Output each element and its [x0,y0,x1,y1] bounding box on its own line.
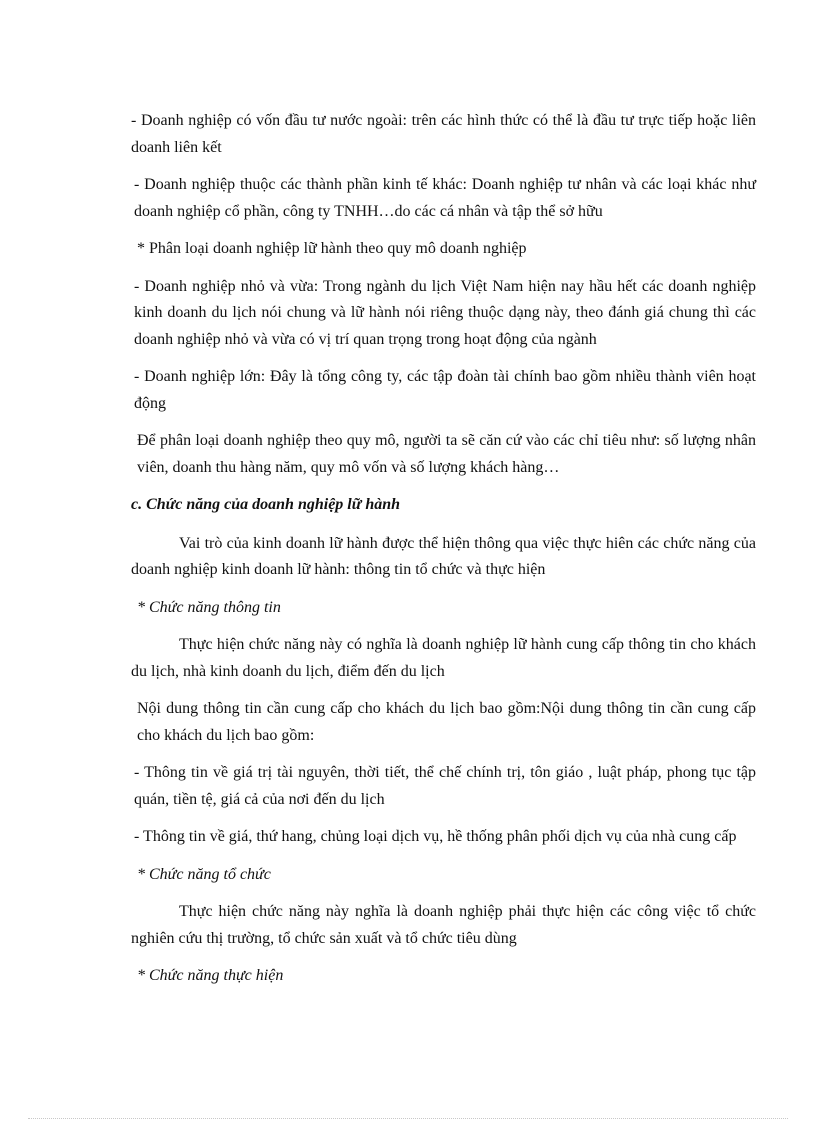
subheading-classification-scale: * Phân loại doanh nghiệp lữ hành theo quy mô doanh nghiệp [137,240,527,257]
paragraph-information-function: Thực hiện chức năng này có nghĩa là doanh nghiệp lữ hành cung cấp thông tin cho khách du lịch, nhà kinh doanh du lịch, điểm đến du lịch [131,636,756,680]
paragraph-info-prices: - Thông tin về giá, thứ hang, chủng loại dịch vụ, hề thống phân phối dịch vụ của nhà cung cấp [134,828,737,845]
paragraph-info-resources: - Thông tin về giá trị tài nguyên, thời tiết, thể chế chính trị, tôn giáo , luật pháp, phong tục tập quán, tiền tệ, giá cả của nơi đến du lịch [134,764,756,808]
paragraph-large: - Doanh nghiệp lớn: Đây là tổng công ty, các tập đoàn tài chính bao gồm nhiều thành viên hoạt động [134,368,756,412]
page-bottom-divider [28,1118,788,1119]
paragraph-organization-function: Thực hiện chức năng này nghĩa là doanh nghiệp phải thực hiện các công việc tổ chức nghiên cứu thị trường, tổ chức sản xuất và tổ chức tiêu dùng [131,903,756,947]
document-page [131,108,756,1001]
paragraph-information-content: Nội dung thông tin cần cung cấp cho khách du lịch bao gồm:Nội dung thông tin cần cung cấp cho khách du lịch bao gồm: [137,700,756,744]
paragraph-criteria: Để phân loại doanh nghiệp theo quy mô, người ta sẽ căn cứ vào các chỉ tiêu như: số lượng nhân viên, doanh thu hàng năm, quy mô vốn và số lượng khách hàng… [137,432,756,476]
paragraph-role: Vai trò của kinh doanh lữ hành được thể hiện thông qua việc thực hiên các chức năng của doanh nghiệp kinh doanh lữ hành: thông tin tổ chức và thực hiện [131,534,756,578]
subheading-execution-function: * Chức năng thực hiện [137,967,284,984]
subheading-organization-function: * Chức năng tổ chức [137,865,271,883]
paragraph-other-sectors: - Doanh nghiệp thuộc các thành phần kinh tế khác: Doanh nghiệp tư nhân và các loại khác như doanh nghiệp cổ phần, công ty TNHH…do các cá nhân và tập thể sở hữu [134,176,756,220]
paragraph-foreign-investment: - Doanh nghiệp có vốn đầu tư nước ngoài: trên các hình thức có thể là đầu tư trực tiếp hoặc liên doanh liên kết [131,112,756,156]
section-heading-functions: c. Chức năng của doanh nghiệp lữ hành [131,496,401,513]
subheading-information-function: * Chức năng thông tin [137,598,281,616]
paragraph-small-medium: - Doanh nghiệp nhỏ và vừa: Trong ngành du lịch Việt Nam hiện nay hầu hết các doanh nghiệp kinh doanh du lịch nói chung và lữ hành nói riêng thuộc dạng này, theo đánh giá chung thì các doanh nghiệp nhỏ và vừa có vị trí quan trọng trong hoạt động của ngành [134,277,756,348]
